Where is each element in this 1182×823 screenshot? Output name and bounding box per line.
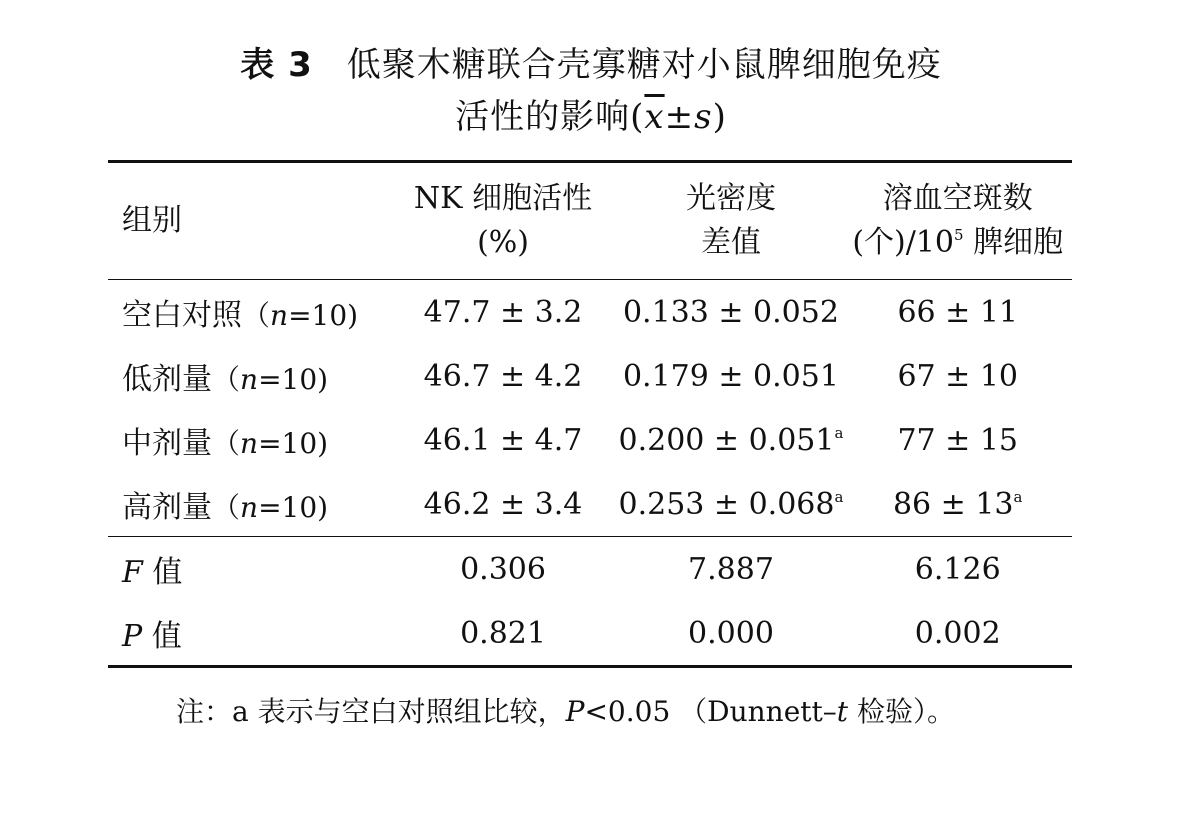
- od-number: 0.200 ± 0.051: [618, 422, 835, 458]
- group-n-value: =10): [258, 427, 329, 460]
- row-group-label: [108, 408, 388, 472]
- caption-line-2-text: 活性的影响(: [455, 97, 645, 137]
- caption-line-2: [0, 90, 1182, 144]
- caption-text: 低聚木糖联合壳寡糖对小鼠脾细胞免疫: [346, 45, 942, 85]
- footnote-t-var: t: [836, 695, 849, 728]
- stat-label-text: 值: [142, 555, 183, 590]
- header-nk-activity: [388, 162, 619, 280]
- mean-symbol: $\overline{x}$: [644, 97, 665, 137]
- group-name: 中剂量: [122, 426, 212, 461]
- od-value: [619, 344, 844, 408]
- pfc-number: 66 ± 11: [897, 294, 1018, 330]
- pfc-value: [843, 280, 1072, 345]
- header-pfc-line-2a: (个)/10: [852, 225, 955, 260]
- group-name: 低剂量: [122, 362, 212, 397]
- group-n-var: n: [240, 491, 259, 524]
- group-n-value: =10): [258, 491, 329, 524]
- group-n-var: n: [270, 299, 289, 332]
- stat-var: F: [122, 555, 143, 590]
- table-footnote: [176, 690, 955, 730]
- stat-label-text: 值: [142, 619, 182, 654]
- footnote-p-threshold: <0.05 （Dunnett–: [584, 695, 837, 728]
- nk-value: 46.1 ± 4.7: [423, 422, 583, 458]
- stat-row-p: [108, 601, 1072, 667]
- od-value: [619, 280, 844, 345]
- pfc-stat: 0.002: [914, 615, 1001, 651]
- caption-close-paren: ): [712, 97, 727, 137]
- od-value: [619, 472, 844, 537]
- header-plaque-count: [843, 162, 1072, 280]
- od-stat: 7.887: [688, 551, 774, 587]
- table-row: [108, 344, 1072, 408]
- row-group-label: [108, 280, 388, 345]
- table-caption: [0, 40, 1182, 144]
- group-n-value: =10): [288, 299, 359, 332]
- group-n-var: n: [240, 363, 259, 396]
- nk-stat: 0.821: [460, 615, 546, 651]
- data-table: [108, 160, 1072, 668]
- stat-label: [108, 537, 388, 602]
- group-n-var: n: [240, 427, 259, 460]
- group-name: 空白对照: [122, 298, 242, 333]
- od-significance-mark: a: [834, 423, 844, 442]
- stat-var: P: [122, 619, 143, 654]
- pfc-number: 67 ± 10: [897, 358, 1018, 394]
- group-n-paren: （: [212, 363, 241, 396]
- header-pfc-exponent: 5: [954, 226, 964, 244]
- row-group-label: [108, 344, 388, 408]
- footnote-prefix: 注：a 表示与空白对照组比较，: [176, 695, 566, 728]
- header-pfc-line-1: 溶血空斑数: [882, 181, 1033, 216]
- nk-value: 47.7 ± 3.2: [423, 294, 583, 330]
- table-row: [108, 472, 1072, 537]
- footnote-p-var: P: [565, 695, 585, 728]
- table-number: 表 3: [240, 45, 313, 85]
- nk-value: 46.2 ± 3.4: [423, 486, 583, 522]
- group-n-paren: （: [212, 427, 241, 460]
- stat-row-f: [108, 537, 1072, 602]
- stat-label: [108, 601, 388, 667]
- header-od-line-2: 差值: [700, 225, 761, 260]
- table-row: [108, 280, 1072, 345]
- header-od-difference: [619, 162, 844, 280]
- pfc-stat: 6.126: [914, 551, 1001, 587]
- od-significance-mark: a: [834, 487, 844, 506]
- group-n-paren: （: [212, 491, 241, 524]
- header-od-line-1: 光密度: [685, 181, 776, 216]
- pfc-value: [843, 472, 1072, 537]
- footnote-suffix: 检验）。: [848, 695, 955, 728]
- od-stat: 0.000: [688, 615, 774, 651]
- sd-symbol: s: [694, 97, 713, 137]
- header-pfc-line-2b: 脾细胞: [963, 225, 1064, 260]
- group-name: 高剂量: [122, 490, 212, 525]
- header-row: [108, 162, 1072, 280]
- header-group: 组别: [122, 203, 182, 238]
- od-number: 0.133 ± 0.052: [622, 294, 839, 330]
- nk-stat: 0.306: [460, 551, 546, 587]
- pfc-number: 86 ± 13: [892, 486, 1014, 522]
- plus-minus-symbol: ±: [664, 97, 695, 137]
- od-value: [619, 408, 844, 472]
- caption-line-1: [0, 40, 1182, 90]
- pfc-value: [843, 344, 1072, 408]
- group-n-value: =10): [258, 363, 329, 396]
- pfc-number: 77 ± 15: [897, 422, 1018, 458]
- od-number: 0.253 ± 0.068: [618, 486, 835, 522]
- od-number: 0.179 ± 0.051: [622, 358, 839, 394]
- table-row: [108, 408, 1072, 472]
- pfc-significance-mark: a: [1013, 487, 1023, 506]
- header-nk-line-2: (%): [477, 225, 529, 260]
- row-group-label: [108, 472, 388, 537]
- pfc-value: [843, 408, 1072, 472]
- group-n-paren: （: [242, 299, 271, 332]
- nk-value: 46.7 ± 4.2: [423, 358, 583, 394]
- header-nk-line-1: NK 细胞活性: [413, 181, 593, 216]
